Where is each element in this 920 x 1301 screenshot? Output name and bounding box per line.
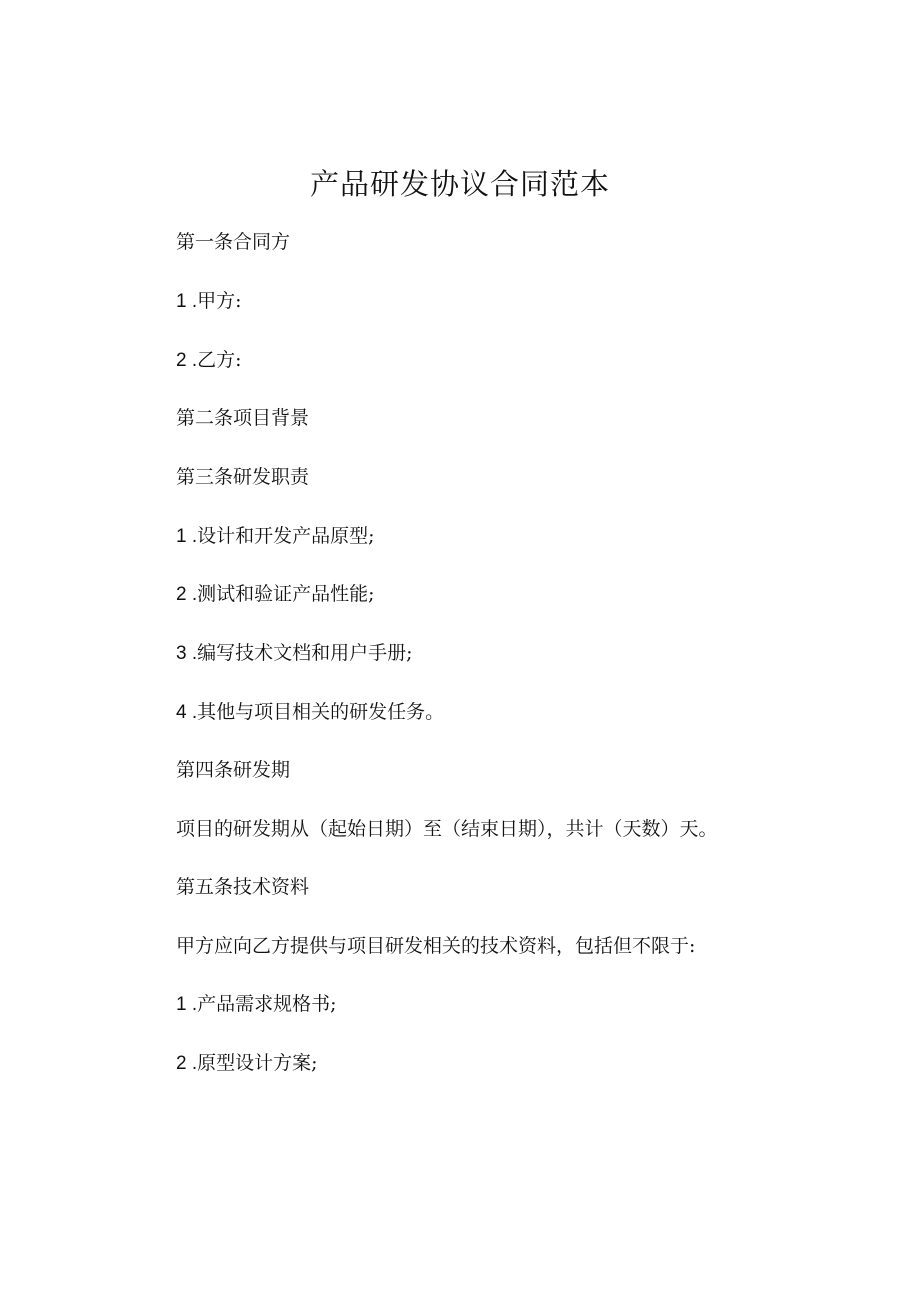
line-text: 项目的研发期从（起始日期）至（结束日期），共计（天数）天。: [176, 818, 718, 840]
list-item: [176, 698, 444, 727]
list-separator: .: [186, 584, 198, 605]
paragraph: [176, 815, 718, 843]
list-item: [176, 1049, 318, 1078]
section-heading-4: [176, 756, 290, 784]
list-number: 2: [176, 584, 187, 605]
line-text: 甲方应向乙方提供与项目研发相关的技术资料，包括但不限于:: [176, 935, 696, 957]
list-item: [176, 287, 242, 316]
line-text: 乙方:: [197, 349, 242, 371]
line-text: 产品需求规格书;: [197, 993, 337, 1015]
list-number: 2: [176, 1053, 187, 1074]
line-text: 第五条技术资料: [176, 876, 310, 898]
list-number: 4: [176, 702, 187, 723]
list-number: 3: [176, 643, 187, 664]
list-item: [176, 639, 413, 668]
document-title: 产品研发协议合同范本: [309, 167, 610, 201]
line-text: 第一条合同方: [176, 231, 291, 253]
list-number: 1: [176, 526, 187, 547]
list-separator: .: [186, 643, 198, 664]
line-text: 其他与项目相关的研发任务。: [197, 701, 445, 723]
line-text: 编写技术文档和用户手册;: [197, 642, 413, 664]
list-item: [176, 346, 242, 375]
section-heading-3: [176, 463, 309, 491]
list-number: 2: [176, 350, 187, 371]
list-separator: .: [186, 994, 198, 1015]
list-number: 1: [176, 994, 187, 1015]
line-text: 第三条研发职责: [176, 466, 310, 488]
line-text: 甲方:: [197, 290, 242, 312]
list-item: [176, 990, 337, 1019]
section-heading-1: [176, 228, 290, 256]
list-separator: .: [186, 1053, 198, 1074]
section-heading-2: [176, 404, 309, 432]
list-separator: .: [186, 702, 198, 723]
list-separator: .: [186, 291, 198, 312]
paragraph: [176, 932, 695, 960]
line-text: 测试和验证产品性能;: [197, 583, 375, 605]
line-text: 原型设计方案;: [197, 1052, 318, 1074]
line-text: 设计和开发产品原型;: [197, 525, 375, 547]
list-item: [176, 522, 375, 551]
line-text: 第四条研发期: [176, 759, 291, 781]
list-separator: .: [186, 350, 198, 371]
list-separator: .: [186, 526, 198, 547]
line-text: 第二条项目背景: [176, 407, 310, 429]
list-number: 1: [176, 291, 187, 312]
section-heading-5: [176, 873, 309, 901]
list-item: [176, 580, 375, 609]
